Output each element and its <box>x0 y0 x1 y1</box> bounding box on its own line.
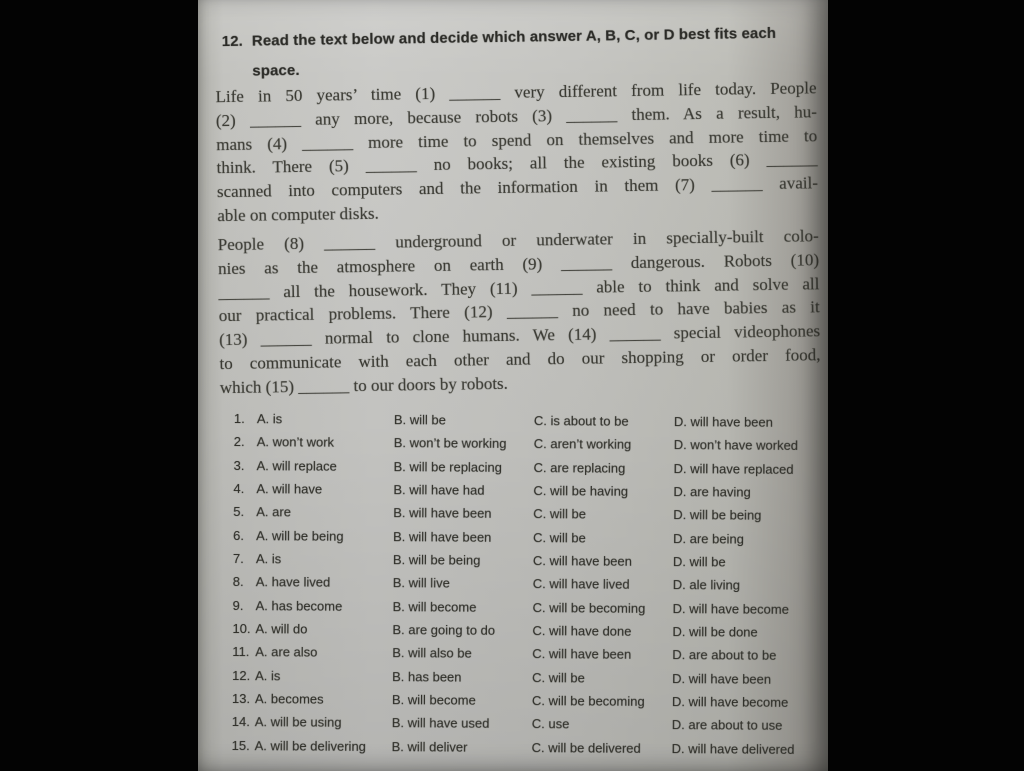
option-c: C. will be <box>532 669 585 686</box>
option-d: D. are being <box>673 530 744 547</box>
paragraph-line: which (15) ______ to our doors by robots. <box>219 373 508 397</box>
option-c: C. will have been <box>532 646 632 663</box>
option-b: B. will live <box>392 575 450 591</box>
option-b: B. won’t be working <box>393 435 507 452</box>
option-d: D. will have been <box>672 670 772 687</box>
answer-number: 15. <box>231 737 250 753</box>
paragraph-line: ______ all the housework. They (11) ______ able to think and solve all <box>218 273 820 302</box>
option-d: D. will be <box>672 554 726 570</box>
option-b: B. will be replacing <box>393 458 503 475</box>
option-a: A. won’t work <box>256 434 335 451</box>
option-b: B. will be being <box>392 552 481 568</box>
option-a: A. are <box>256 504 292 520</box>
heading-line-1: Read the text below and decide which answer A, B, C, or D best fits each <box>251 24 777 50</box>
heading-line-2: space. <box>252 61 300 80</box>
paragraph-line: People (8) ______ underground or underwater in specially-built colo- <box>217 226 819 255</box>
answer-number: 8. <box>232 574 244 590</box>
paragraph-line: to communicate with each other and do our shopping or order food, <box>219 345 821 374</box>
option-b: B. will have had <box>393 482 485 498</box>
option-a: A. is <box>256 411 283 427</box>
answer-number: 7. <box>232 551 244 567</box>
option-c: C. is about to be <box>533 413 629 429</box>
paragraph-line: think. There (5) ______ no books; all the existing books (6) ______ <box>216 149 818 178</box>
option-b: B. will become <box>392 598 477 615</box>
option-c: C. will be <box>533 506 587 522</box>
option-a: A. will be delivering <box>254 737 366 754</box>
answer-number: 4. <box>233 481 245 497</box>
option-b: B. will deliver <box>391 738 468 755</box>
answer-number: 6. <box>233 527 245 543</box>
option-b: B. will have been <box>393 528 492 545</box>
option-d: D. ale living <box>672 577 741 593</box>
option-d: D. will be being <box>673 507 762 524</box>
option-a: A. has become <box>255 597 343 614</box>
option-d: D. will have become <box>672 600 789 617</box>
option-b: B. will become <box>391 692 476 708</box>
paragraph-line: Life in 50 years’ time (1) ______ very different from life today. People <box>215 78 817 107</box>
option-c: C. will have been <box>532 553 632 569</box>
option-c: C. will have done <box>532 623 632 639</box>
option-d: D. will be done <box>672 624 758 640</box>
option-c: C. use <box>531 716 570 732</box>
option-d: D. are about to be <box>672 647 777 664</box>
option-a: A. will have <box>256 481 323 497</box>
paragraph-line: (2) ______ any more, because robots (3) ______ them. As a result, hu- <box>215 102 817 130</box>
paragraph-1 <box>215 76 818 228</box>
heading-text <box>252 19 777 87</box>
option-d: D. will have been <box>673 414 773 430</box>
answer-number: 12. <box>232 667 251 683</box>
option-d: D. are about to use <box>671 717 783 734</box>
option-a: A. becomes <box>254 691 324 707</box>
option-a: A. will be using <box>254 714 342 731</box>
answer-number: 13. <box>231 691 251 707</box>
paragraph-line: scanned into computers and the information in them (7) ______ avail- <box>216 173 819 202</box>
option-c: C. will be becoming <box>532 599 646 616</box>
option-a: A. will replace <box>256 457 337 474</box>
option-b: B. will have been <box>393 505 492 522</box>
option-a: A. is <box>255 551 282 567</box>
answer-row <box>232 734 820 761</box>
option-c: C. will be becoming <box>531 693 645 709</box>
option-c: C. aren’t working <box>533 436 632 453</box>
option-d: D. will have replaced <box>673 460 794 477</box>
paragraph-line: nies as the atmosphere on earth (9) ______ dangerous. Robots (10) <box>217 250 820 278</box>
answer-number: 1. <box>233 410 245 427</box>
answer-number: 5. <box>233 504 245 520</box>
option-a: A. will do <box>255 621 308 637</box>
option-c: C. will be having <box>533 483 629 499</box>
answer-number: 9. <box>232 597 244 613</box>
option-c: C. will have lived <box>532 576 630 593</box>
answer-table <box>232 407 822 761</box>
option-d: D. won’t have worked <box>673 437 799 454</box>
option-a: A. will be being <box>256 527 344 544</box>
option-a: A. have lived <box>255 574 331 591</box>
option-a: A. are also <box>255 644 318 661</box>
option-b: B. will also be <box>392 645 472 662</box>
option-d: D. will have delivered <box>671 740 795 757</box>
question-number: 12. <box>221 32 244 51</box>
answer-number: 10. <box>232 621 251 637</box>
option-d: D. are having <box>673 484 751 500</box>
paragraph-line: mans (4) ______ more time to spend on themselves and more time to <box>216 125 818 154</box>
option-b: B. will be <box>393 412 446 428</box>
answer-number: 2. <box>233 434 245 450</box>
paragraph-line: (13) ______ normal to clone humans. We (14) ______ special videophones <box>219 321 821 350</box>
option-c: C. will be <box>533 529 586 546</box>
option-b: B. has been <box>392 668 462 685</box>
paragraph-line: able on computer disks. <box>217 203 379 226</box>
answer-number: 14. <box>231 714 250 730</box>
option-c: C. will be delivered <box>531 739 641 756</box>
paragraph-2 <box>218 224 821 399</box>
option-b: B. are going to do <box>392 622 496 638</box>
answer-number: 11. <box>232 644 250 660</box>
option-c: C. are replacing <box>533 459 626 476</box>
option-a: A. is <box>255 667 281 684</box>
option-d: D. will have become <box>671 694 789 711</box>
answer-number: 3. <box>233 457 245 473</box>
textbook-page <box>198 0 828 771</box>
option-b: B. will have used <box>391 715 490 732</box>
paragraph-line: our practical problems. There (12) ______ no need to have babies as it <box>218 297 820 326</box>
